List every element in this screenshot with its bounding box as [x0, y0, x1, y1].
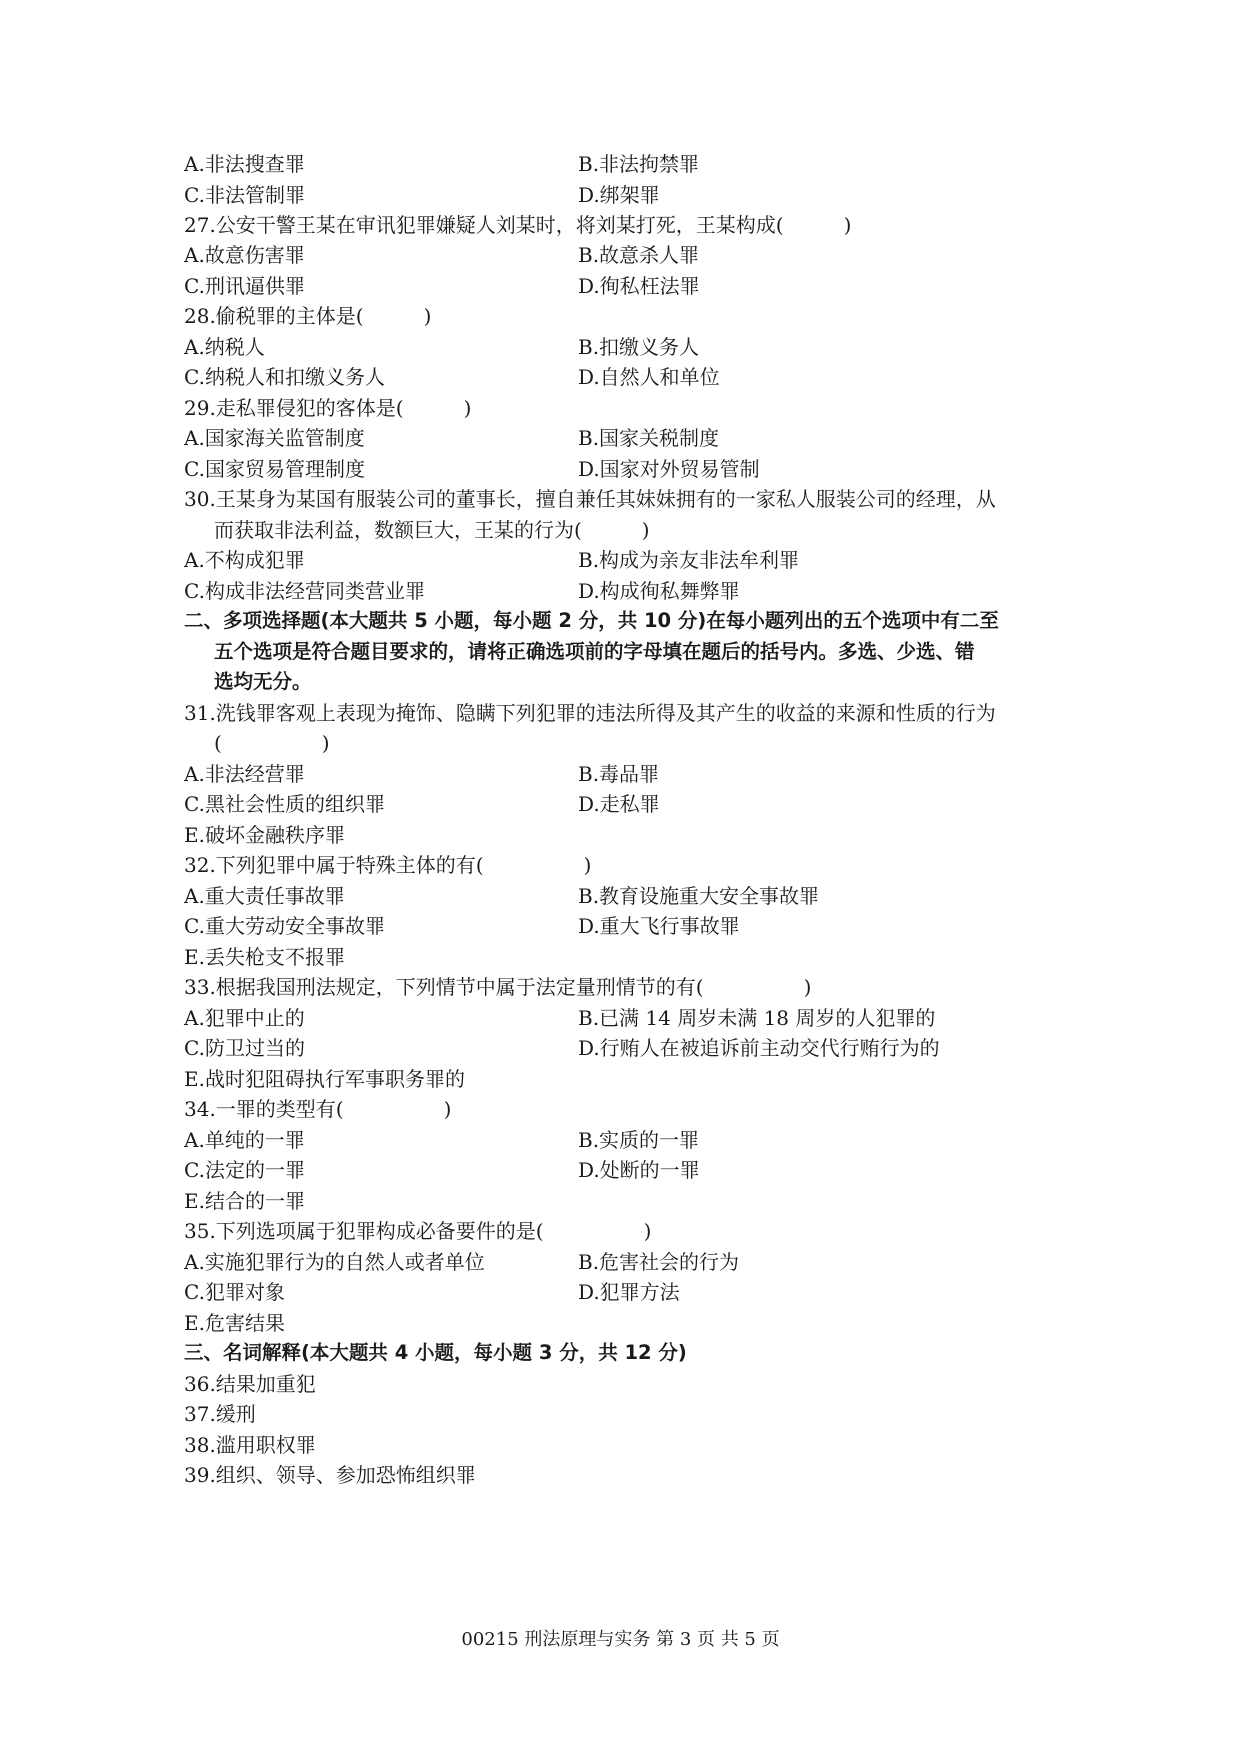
q29-option-b: B.国家关税制度 [578, 426, 720, 450]
q31-stem-line1: 31.洗钱罪客观上表现为掩饰、隐瞒下列犯罪的违法所得及其产生的收益的来源和性质的行为 [184, 701, 996, 725]
q33-option-d: D.行贿人在被追诉前主动交代行贿行为的 [578, 1036, 940, 1060]
q30-option-d: D.构成徇私舞弊罪 [578, 579, 740, 603]
q35-option-c: C.犯罪对象 [184, 1280, 285, 1304]
q35-option-b: B.危害社会的行为 [578, 1250, 740, 1274]
q31-stem-line2: ( ) [214, 731, 330, 755]
q32-option-a: A.重大责任事故罪 [184, 884, 345, 908]
q35-option-e: E.危害结果 [184, 1311, 285, 1335]
q32-option-d: D.重大飞行事故罪 [578, 914, 740, 938]
q32-option-e: E.丢失枪支不报罪 [184, 945, 345, 969]
q28-stem: 28.偷税罪的主体是( ) [184, 304, 432, 328]
q29-option-a: A.国家海关监管制度 [184, 426, 365, 450]
q26-option-c: C.非法管制罪 [184, 183, 305, 207]
q30-option-a: A.不构成犯罪 [184, 548, 305, 572]
q27-stem: 27.公安干警王某在审讯犯罪嫌疑人刘某时，将刘某打死，王某构成( ) [184, 213, 852, 237]
q30-option-c: C.构成非法经营同类营业罪 [184, 579, 425, 603]
q31-option-d: D.走私罪 [578, 792, 660, 816]
q35-option-d: D.犯罪方法 [578, 1280, 680, 1304]
q34-option-a: A.单纯的一罪 [184, 1128, 305, 1152]
q33-option-e: E.战时犯阻碍执行军事职务罪的 [184, 1067, 465, 1091]
q26-option-a: A.非法搜查罪 [184, 152, 305, 176]
q34-option-e: E.结合的一罪 [184, 1189, 305, 1213]
q31-option-a: A.非法经营罪 [184, 762, 305, 786]
q35-option-a: A.实施犯罪行为的自然人或者单位 [184, 1250, 485, 1274]
q27-option-b: B.故意杀人罪 [578, 243, 700, 267]
q35-stem: 35.下列选项属于犯罪构成必备要件的是( ) [184, 1219, 652, 1243]
q33-stem: 33.根据我国刑法规定，下列情节中属于法定量刑情节的有( ) [184, 975, 812, 999]
q30-stem-line2: 而获取非法利益，数额巨大，王某的行为( ) [214, 518, 650, 542]
q32-option-c: C.重大劳动安全事故罪 [184, 914, 385, 938]
q32-option-b: B.教育设施重大安全事故罪 [578, 884, 820, 908]
q31-option-e: E.破坏金融秩序罪 [184, 823, 345, 847]
page-footer: 00215 刑法原理与实务 第 3 页 共 5 页 [461, 1629, 780, 1650]
q34-option-d: D.处断的一罪 [578, 1158, 700, 1182]
q34-option-b: B.实质的一罪 [578, 1128, 700, 1152]
q37-term: 37.缓刑 [184, 1402, 256, 1426]
q38-term: 38.滥用职权罪 [184, 1433, 316, 1457]
q30-option-b: B.构成为亲友非法牟利罪 [578, 548, 800, 572]
section2-heading-line1: 二、多项选择题(本大题共 5 小题，每小题 2 分，共 10 分)在每小题列出的五个选项中有二至 [184, 609, 999, 632]
q29-stem: 29.走私罪侵犯的客体是( ) [184, 396, 472, 420]
q27-option-c: C.刑讯逼供罪 [184, 274, 305, 298]
section3-heading: 三、名词解释(本大题共 4 小题，每小题 3 分，共 12 分) [184, 1341, 687, 1364]
q28-option-d: D.自然人和单位 [578, 365, 720, 389]
q30-stem-line1: 30.王某身为某国有服装公司的董事长，擅自兼任其妹妹拥有的一家私人服装公司的经理，从 [184, 487, 996, 511]
q33-option-c: C.防卫过当的 [184, 1036, 305, 1060]
q29-option-d: D.国家对外贸易管制 [578, 457, 760, 481]
q27-option-a: A.故意伤害罪 [184, 243, 305, 267]
q32-stem: 32.下列犯罪中属于特殊主体的有( ) [184, 853, 592, 877]
q27-option-d: D.徇私枉法罪 [578, 274, 700, 298]
q36-term: 36.结果加重犯 [184, 1372, 316, 1396]
q28-option-b: B.扣缴义务人 [578, 335, 700, 359]
section2-heading-line3: 选均无分。 [214, 670, 312, 693]
q33-option-a: A.犯罪中止的 [184, 1006, 305, 1030]
q26-option-b: B.非法拘禁罪 [578, 152, 700, 176]
q34-stem: 34.一罪的类型有( ) [184, 1097, 452, 1121]
q31-option-b: B.毒品罪 [578, 762, 660, 786]
q28-option-a: A.纳税人 [184, 335, 265, 359]
section2-heading-line2: 五个选项是符合题目要求的，请将正确选项前的字母填在题后的括号内。多选、少选、错 [214, 640, 975, 663]
q34-option-c: C.法定的一罪 [184, 1158, 305, 1182]
q26-option-d: D.绑架罪 [578, 183, 660, 207]
q39-term: 39.组织、领导、参加恐怖组织罪 [184, 1463, 476, 1487]
q29-option-c: C.国家贸易管理制度 [184, 457, 365, 481]
q31-option-c: C.黑社会性质的组织罪 [184, 792, 385, 816]
q28-option-c: C.纳税人和扣缴义务人 [184, 365, 385, 389]
q33-option-b: B.已满 14 周岁未满 18 周岁的人犯罪的 [578, 1006, 936, 1030]
